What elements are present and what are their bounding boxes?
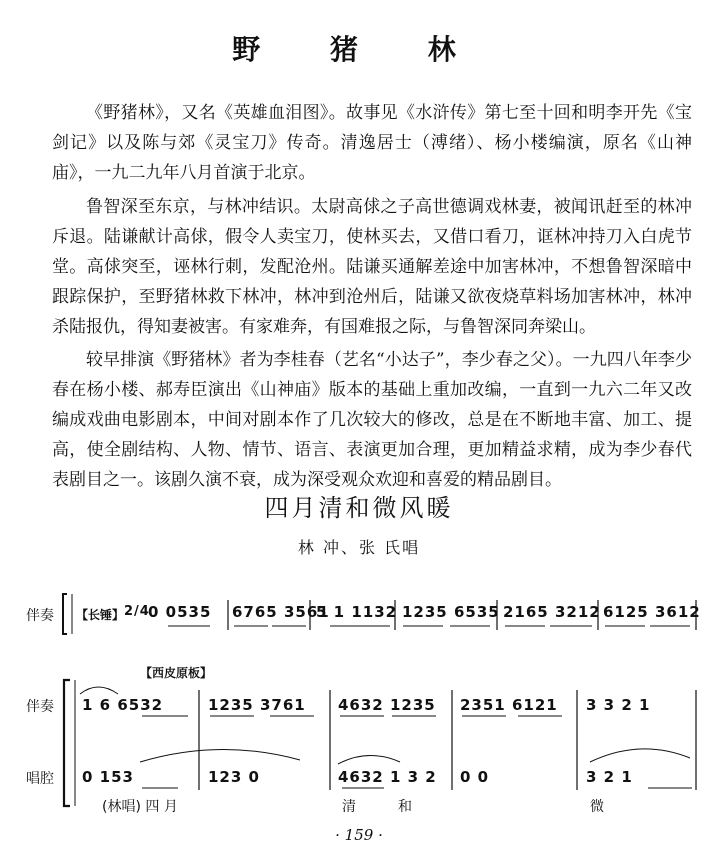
measure: 2165 3212 xyxy=(503,603,601,621)
measure: 1 6 6532 xyxy=(82,696,164,714)
page-number: · 159 · xyxy=(335,826,383,844)
measure: 0 153 xyxy=(82,768,134,786)
measure: 3 3 2 1 xyxy=(586,696,651,714)
accompaniment-label-1: 伴奏 xyxy=(26,608,54,624)
intro-paragraph: 《野猪林》，又名《英雄血泪图》。故事见《水浒传》第七至十回和明李开先《宝剑记》以及陈与郊《灵宝刀》传奇。清逸居士（溥绪）、杨小楼编演，原名《山神庙》，一九二九年八月首演于北京。 xyxy=(52,103,692,183)
measure: 2351 6121 xyxy=(460,696,558,714)
history-paragraph: 较早排演《野猪林》者为李桂春（艺名“小达子”，李少春之父）。一九四八年李少春在杨小楼、郝寿臣演出《山神庙》版本的基础上重加改编，一直到一九六二年又改编成戏曲电影剧本，中间对剧本作了几次较大的修改，总是在不断地丰富、加工、提高，使全剧结构、人物、情节、语言、表演更加合理，更加精益求精，成为李少春代表剧目之一。该剧久演不衰，成为深受观众欢迎和喜爱的精品剧目。 xyxy=(52,350,692,490)
lyric: 微 xyxy=(590,799,604,815)
measure: 3 2 1 xyxy=(586,768,633,786)
measure: 6765 3561 xyxy=(232,603,330,621)
lyric: 和 xyxy=(398,799,412,815)
vocal-label: 唱腔 xyxy=(26,771,54,787)
page-title: 野 猪 林 xyxy=(232,33,486,66)
song-singers: 林 冲、张 氏唱 xyxy=(297,538,421,557)
song-title: 四月清和微风暖 xyxy=(264,494,454,522)
plot-paragraph: 鲁智深至东京，与林冲结识。太尉高俅之子高世德调戏林妻，被闻讯赶至的林冲斥退。陆谦献计高俅，假令人卖宝刀，使林买去，又借口看刀，诓林冲持刀入白虎节堂。高俅突至，诬林行刺，发配沧州。陆谦买通解差途中加害林冲，不想鲁智深暗中跟踪保护，至野猪林救下林冲，林冲到沧州后，陆谦又欲夜烧草料场加害林冲，林冲杀陆报仇，得知妻被害。有家难奔，有国难报之际，与鲁智深同奔梁山。 xyxy=(52,197,692,337)
measure: 0 0 xyxy=(460,768,490,786)
measure: 1235 3761 xyxy=(208,696,306,714)
measure: 6125 3612 xyxy=(603,603,701,621)
percussion-tag: 【长锤】 xyxy=(76,608,125,622)
time-signature: 2/4 xyxy=(124,604,150,619)
measure: 1235 6535 xyxy=(402,603,500,621)
measure: 0 0535 xyxy=(148,603,212,621)
lyric: (林唱) 四 月 xyxy=(102,799,178,815)
measure: 5 1 1132 xyxy=(316,603,398,621)
lyric: 清 xyxy=(342,799,356,815)
measure: 4632 1 3 2 xyxy=(338,768,437,786)
measure: 123 0 xyxy=(208,768,260,786)
accompaniment-label-2: 伴奏 xyxy=(26,699,54,715)
measure: 4632 1235 xyxy=(338,696,436,714)
section-tag: 【西皮原板】 xyxy=(140,666,213,680)
